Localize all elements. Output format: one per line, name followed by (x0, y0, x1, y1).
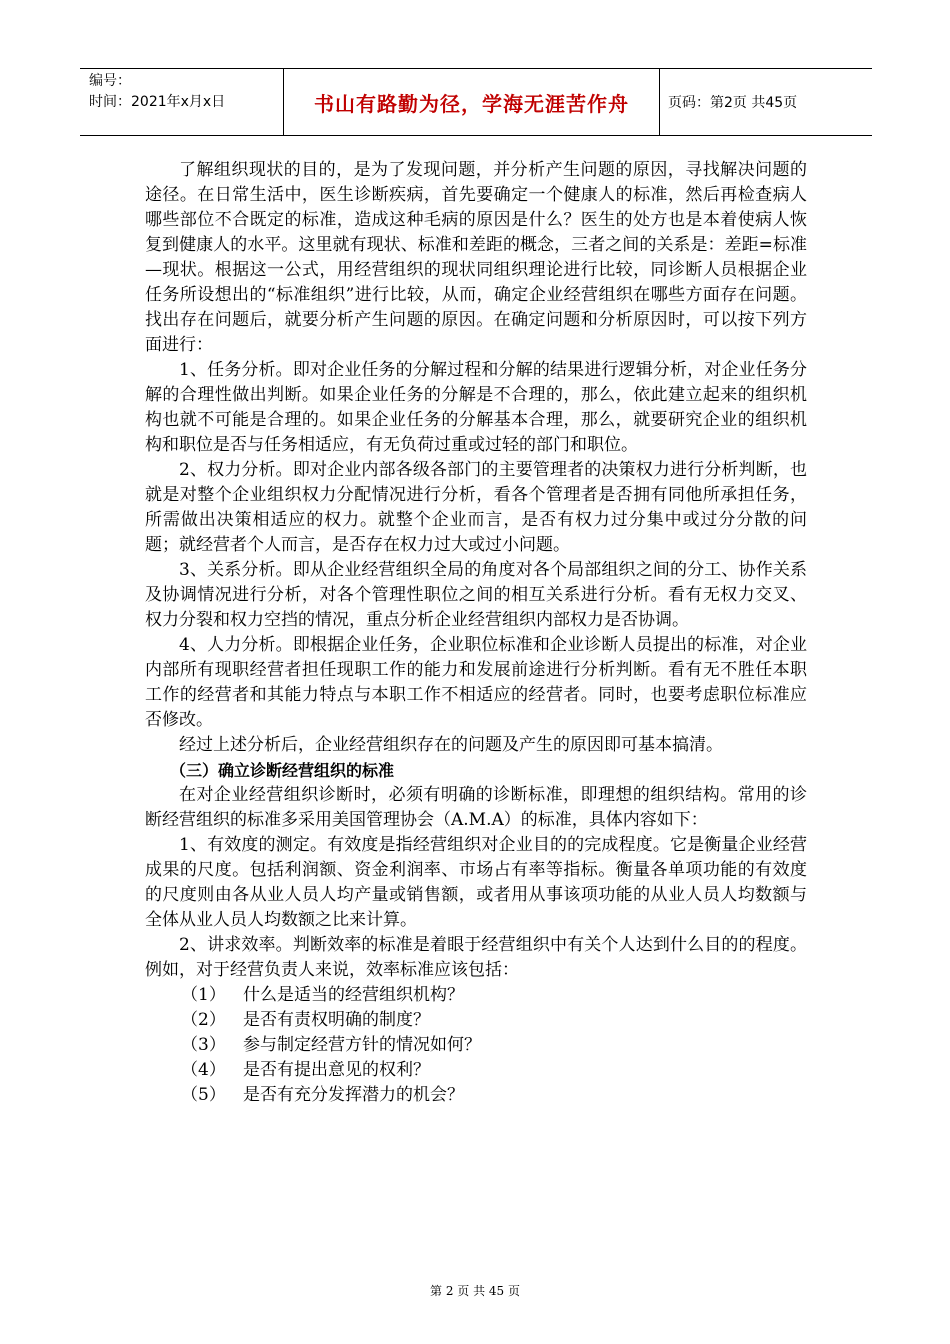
header-motto: 书山有路勤为径，学海无涯苦作舟 (284, 69, 660, 135)
efficiency-criteria-list (145, 983, 807, 1108)
header-page-info: 页码：第2页 共45页 (668, 95, 798, 111)
document-number-label: 编号： (89, 73, 131, 89)
paragraph-task-analysis: 1、任务分析。即对企业任务的分解过程和分解的结果进行逻辑分析，对企业任务分解的合理性做出判断。如果企业任务的分解是不合理的，那么，依此建立起来的组织机构也就不可能是合理的。如果企业任务的分解基本合理，那么，就要研究企业的组织机构和职位是否与任务相适应，有无负荷过重或过轻的部门和职位。 (145, 360, 807, 455)
paragraph-relationship-analysis: 3、关系分析。即从企业经营组织全局的角度对各个局部组织之间的分工、协作关系及协调情况进行分析，对各个管理性职位之间的相互关系进行分析。看有无权力交叉、权力分裂和权力空挡的情况，重点分析企业经营组织内部权力是否协调。 (145, 560, 807, 630)
paragraph-standard-intro: 在对企业经营组织诊断时，必须有明确的诊断标准，即理想的组织结构。常用的诊断经营组织的标准多采用美国管理协会（A.M.A）的标准，具体内容如下： (145, 785, 807, 830)
paragraph-intro: 了解组织现状的目的，是为了发现问题，并分析产生问题的原因，寻找解决问题的途径。在日常生活中，医生诊断疾病，首先要确定一个健康人的标准，然后再检查病人哪些部位不合既定的标准，造成这种毛病的原因是什么？医生的处方也是本着使病人恢复到健康人的水平。这里就有现状、标准和差距的概念，三者之间的关系是：差距=标准—现状。根据这一公式，用经营组织的现状同组织理论进行比较，同诊断人员根据企业任务所设想出的“标准组织”进行比较，从而，确定企业经营组织在哪些方面存在问题。找出存在问题后，就要分析产生问题的原因。在确定问题和分析原因时，可以按下列方面进行： (145, 160, 807, 355)
document-date-label: 时间：2021年x月x日 (89, 94, 226, 110)
paragraph-manpower-analysis: 4、人力分析。即根据企业任务，企业职位标准和企业诊断人员提出的标准，对企业内部所有现职经营者担任现职工作的能力和发展前途进行分析判断。看有无不胜任本职工作的经营者和其能力特点与本职工作不相适应的经营者。同时，也要考虑职位标准应否修改。 (145, 635, 807, 730)
section-heading: （三）确立诊断经营组织的标准 (170, 761, 395, 780)
list-item: （1） 什么是适当的经营组织机构？ (181, 985, 464, 1005)
paragraph-power-analysis: 2、权力分析。即对企业内部各级各部门的主要管理者的决策权力进行分析判断，也就是对整个企业组织权力分配情况进行分析，看各个管理者是否拥有同他所承担任务，所需做出决策相适应的权力。就整个企业而言，是否有权力过分集中或过分分散的问题；就经营者个人而言，是否存在权力过大或过小问题。 (145, 460, 807, 555)
list-item: （5） 是否有充分发挥潜力的机会？ (181, 1085, 464, 1105)
paragraph-summary: 经过上述分析后，企业经营组织存在的问题及产生的原因即可基本搞清。 (179, 735, 723, 755)
header-meta-cell (80, 69, 284, 135)
paragraph-effectiveness: 1、有效度的测定。有效度是指经营组织对企业目的的完成程度。它是衡量企业经营成果的尺度。包括利润额、资金利润率、市场占有率等指标。衡量各单项功能的有效度的尺度则由各从业人员人均产量或销售额，或者用从事该项功能的从业人员人均数额与全体从业人员人均数额之比来计算。 (145, 835, 807, 930)
list-item: （4） 是否有提出意见的权利？ (181, 1060, 430, 1080)
page-header (80, 68, 872, 136)
document-body (145, 158, 807, 1108)
page-footer: 第 2 页 共 45 页 (430, 1284, 520, 1298)
paragraph-efficiency: 2、讲求效率。判断效率的标准是着眼于经营组织中有关个人达到什么目的的程度。例如，对于经营负责人来说，效率标准应该包括： (145, 935, 807, 980)
list-item: （2） 是否有责权明确的制度？ (181, 1010, 430, 1030)
list-item: （3） 参与制定经营方针的情况如何？ (181, 1035, 481, 1055)
